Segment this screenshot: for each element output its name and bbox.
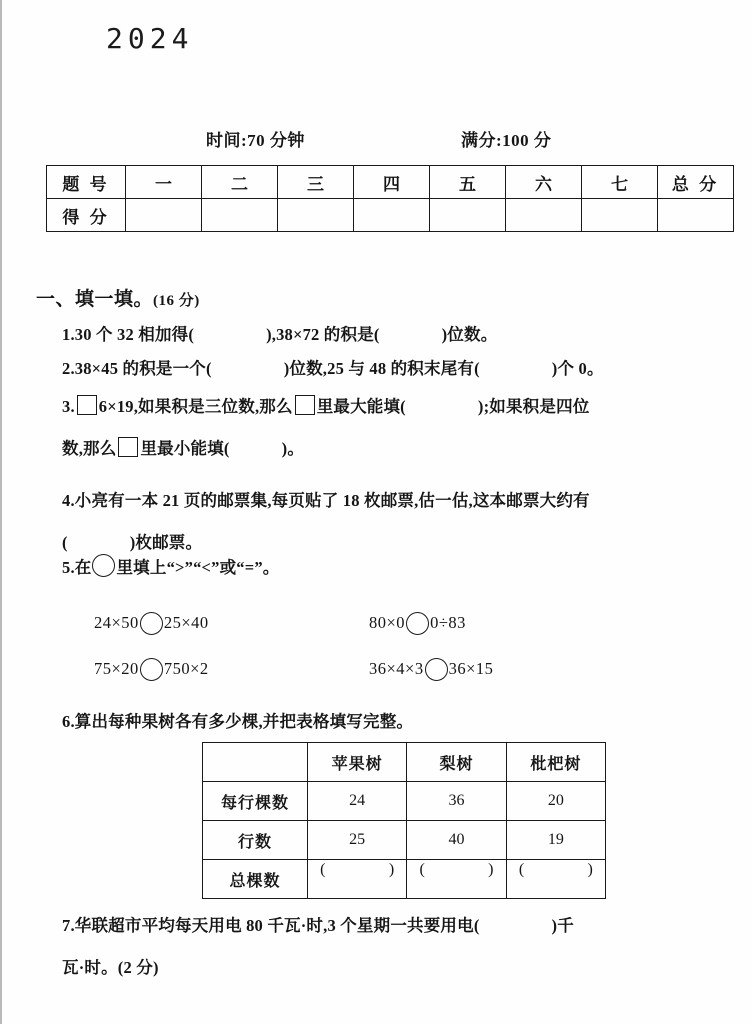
digit-box-icon[interactable] bbox=[295, 395, 315, 415]
question-1-text-b: ),38×72 的积是( bbox=[266, 325, 380, 344]
comparison-item-3 bbox=[94, 658, 369, 681]
section-heading bbox=[36, 284, 200, 311]
fruit-table-col-apple: 苹果树 bbox=[308, 743, 407, 782]
comparison-circle-icon[interactable] bbox=[425, 658, 448, 681]
fruit-table-cell-loquat-total[interactable] bbox=[506, 860, 605, 899]
comparison-item-1 bbox=[94, 612, 369, 635]
table-row bbox=[203, 821, 606, 860]
question-2-number: 2. bbox=[62, 359, 75, 378]
score-table-row-label-score: 得 分 bbox=[47, 199, 126, 232]
comparison-4-right: 36×15 bbox=[448, 659, 494, 678]
question-5-text-b: 里填上“>”“<”或“=”。 bbox=[116, 558, 280, 577]
fruit-table-cell-apple-total[interactable] bbox=[308, 860, 407, 899]
comparison-circle-icon[interactable] bbox=[140, 658, 163, 681]
question-2-text-c: )个 0。 bbox=[551, 359, 604, 378]
fruit-total-blank-loquat: ( ) bbox=[518, 861, 593, 878]
fruit-table-col-loquat: 枇杷树 bbox=[506, 743, 605, 782]
score-cell-7[interactable] bbox=[582, 199, 658, 232]
score-table-value-row bbox=[47, 199, 734, 232]
question-1-text-c: )位数。 bbox=[441, 325, 498, 344]
question-4-text-a: 小亮有一本 21 页的邮票集,每页贴了 18 枚邮票,估一估,这本邮票大约有 bbox=[74, 491, 590, 510]
comparison-3-left: 75×20 bbox=[94, 659, 139, 678]
question-4-text-b: ( bbox=[62, 533, 68, 552]
comparison-2-left: 80×0 bbox=[369, 613, 406, 632]
comparison-row-2 bbox=[94, 646, 714, 692]
question-5-number: 5. bbox=[62, 558, 75, 577]
comparison-4-left: 36×4×3 bbox=[369, 659, 424, 678]
digit-box-icon[interactable] bbox=[77, 395, 97, 415]
question-2 bbox=[62, 352, 742, 386]
fruit-tree-table bbox=[202, 742, 606, 899]
comparison-row-1 bbox=[94, 600, 714, 646]
exam-time-limit: 时间:70 分钟 bbox=[206, 131, 305, 150]
comparison-1-left: 24×50 bbox=[94, 613, 139, 632]
question-3-text-d: 数,那么 bbox=[62, 439, 117, 458]
fruit-table-row-label-total: 总棵数 bbox=[203, 860, 308, 899]
fruit-table-corner bbox=[203, 743, 308, 782]
exam-total-score: 满分:100 分 bbox=[461, 131, 552, 150]
table-row bbox=[203, 782, 606, 821]
question-2-text-b: )位数,25 与 48 的积末尾有( bbox=[283, 359, 480, 378]
score-cell-5[interactable] bbox=[430, 199, 506, 232]
fruit-total-blank-pear: ( ) bbox=[419, 861, 494, 878]
fruit-table-header-row bbox=[203, 743, 606, 782]
question-6 bbox=[62, 705, 750, 739]
question-3-text-a: 6×19,如果积是三位数,那么 bbox=[98, 397, 293, 416]
score-cell-6[interactable] bbox=[506, 199, 582, 232]
fruit-table-row-label-per-row: 每行棵数 bbox=[203, 782, 308, 821]
score-cell-4[interactable] bbox=[354, 199, 430, 232]
comparison-grid bbox=[94, 600, 714, 692]
comparison-item-2 bbox=[369, 612, 466, 635]
question-7-text-a: 华联超市平均每天用电 80 千瓦·时,3 个星期一共要用电( bbox=[74, 916, 480, 935]
fruit-table-cell-loquat-rows: 19 bbox=[506, 821, 605, 860]
score-cell-1[interactable] bbox=[126, 199, 202, 232]
comparison-circle-icon[interactable] bbox=[92, 554, 115, 577]
question-6-number: 6. bbox=[62, 712, 75, 731]
question-4-text-c: )枚邮票。 bbox=[129, 533, 203, 552]
fruit-table-row-label-rows: 行数 bbox=[203, 821, 308, 860]
question-3-text-b: 里最大能填( bbox=[316, 397, 406, 416]
score-table-col-7: 七 bbox=[582, 166, 658, 199]
fruit-table-cell-apple-per-row: 24 bbox=[308, 782, 407, 821]
question-3-number: 3. bbox=[62, 397, 75, 416]
question-7-number: 7. bbox=[62, 916, 75, 935]
score-table-header-row bbox=[47, 166, 734, 199]
digit-box-icon[interactable] bbox=[118, 437, 138, 457]
comparison-circle-icon[interactable] bbox=[140, 612, 163, 635]
fruit-table-cell-apple-rows: 25 bbox=[308, 821, 407, 860]
question-1 bbox=[62, 318, 742, 352]
table-row bbox=[203, 860, 606, 899]
comparison-1-right: 25×40 bbox=[163, 613, 209, 632]
score-cell-3[interactable] bbox=[278, 199, 354, 232]
question-7-text-c: 瓦·时。(2 分) bbox=[62, 958, 159, 977]
comparison-circle-icon[interactable] bbox=[406, 612, 429, 635]
question-4 bbox=[62, 484, 750, 560]
score-table-col-total: 总 分 bbox=[658, 166, 734, 199]
comparison-item-4 bbox=[369, 658, 493, 681]
question-3-text-f: )。 bbox=[281, 439, 305, 458]
question-3-text-e: 里最小能填( bbox=[140, 439, 230, 458]
question-3-line-2 bbox=[62, 432, 750, 466]
score-cell-total[interactable] bbox=[658, 199, 734, 232]
comparison-2-right: 0÷83 bbox=[430, 613, 466, 632]
score-cell-2[interactable] bbox=[202, 199, 278, 232]
question-7-text-b: )千 bbox=[551, 916, 574, 935]
score-table-col-4: 四 bbox=[354, 166, 430, 199]
question-7-line-2 bbox=[62, 951, 750, 985]
question-3 bbox=[62, 390, 750, 466]
fruit-table-cell-loquat-per-row: 20 bbox=[506, 782, 605, 821]
question-5-text-a: 在 bbox=[74, 558, 92, 577]
section-title: 一、填一填。 bbox=[36, 289, 154, 310]
score-table-col-2: 二 bbox=[202, 166, 278, 199]
question-4-number: 4. bbox=[62, 491, 75, 510]
question-1-number: 1. bbox=[62, 325, 75, 344]
score-table-row-label-question: 题 号 bbox=[47, 166, 126, 199]
section-score: (16 分) bbox=[153, 293, 200, 309]
question-7 bbox=[62, 909, 750, 985]
score-table-col-6: 六 bbox=[506, 166, 582, 199]
score-table-col-5: 五 bbox=[430, 166, 506, 199]
question-1-text-a: 30 个 32 相加得( bbox=[74, 325, 195, 344]
question-5 bbox=[62, 551, 750, 585]
fruit-table-cell-pear-per-row: 36 bbox=[407, 782, 506, 821]
fruit-table-cell-pear-rows: 40 bbox=[407, 821, 506, 860]
question-6-text: 算出每种果树各有多少棵,并把表格填写完整。 bbox=[74, 712, 414, 731]
question-2-text-a: 38×45 的积是一个( bbox=[74, 359, 212, 378]
fruit-total-blank-apple: ( ) bbox=[320, 861, 395, 878]
fruit-table-col-pear: 梨树 bbox=[407, 743, 506, 782]
comparison-3-right: 750×2 bbox=[163, 659, 209, 678]
page-title-year: 2024 bbox=[106, 22, 194, 55]
fruit-table-cell-pear-total[interactable] bbox=[407, 860, 506, 899]
score-table bbox=[46, 165, 734, 232]
exam-meta bbox=[46, 126, 734, 152]
score-table-col-1: 一 bbox=[126, 166, 202, 199]
question-3-text-c: );如果积是四位 bbox=[477, 397, 590, 416]
score-table-col-3: 三 bbox=[278, 166, 354, 199]
